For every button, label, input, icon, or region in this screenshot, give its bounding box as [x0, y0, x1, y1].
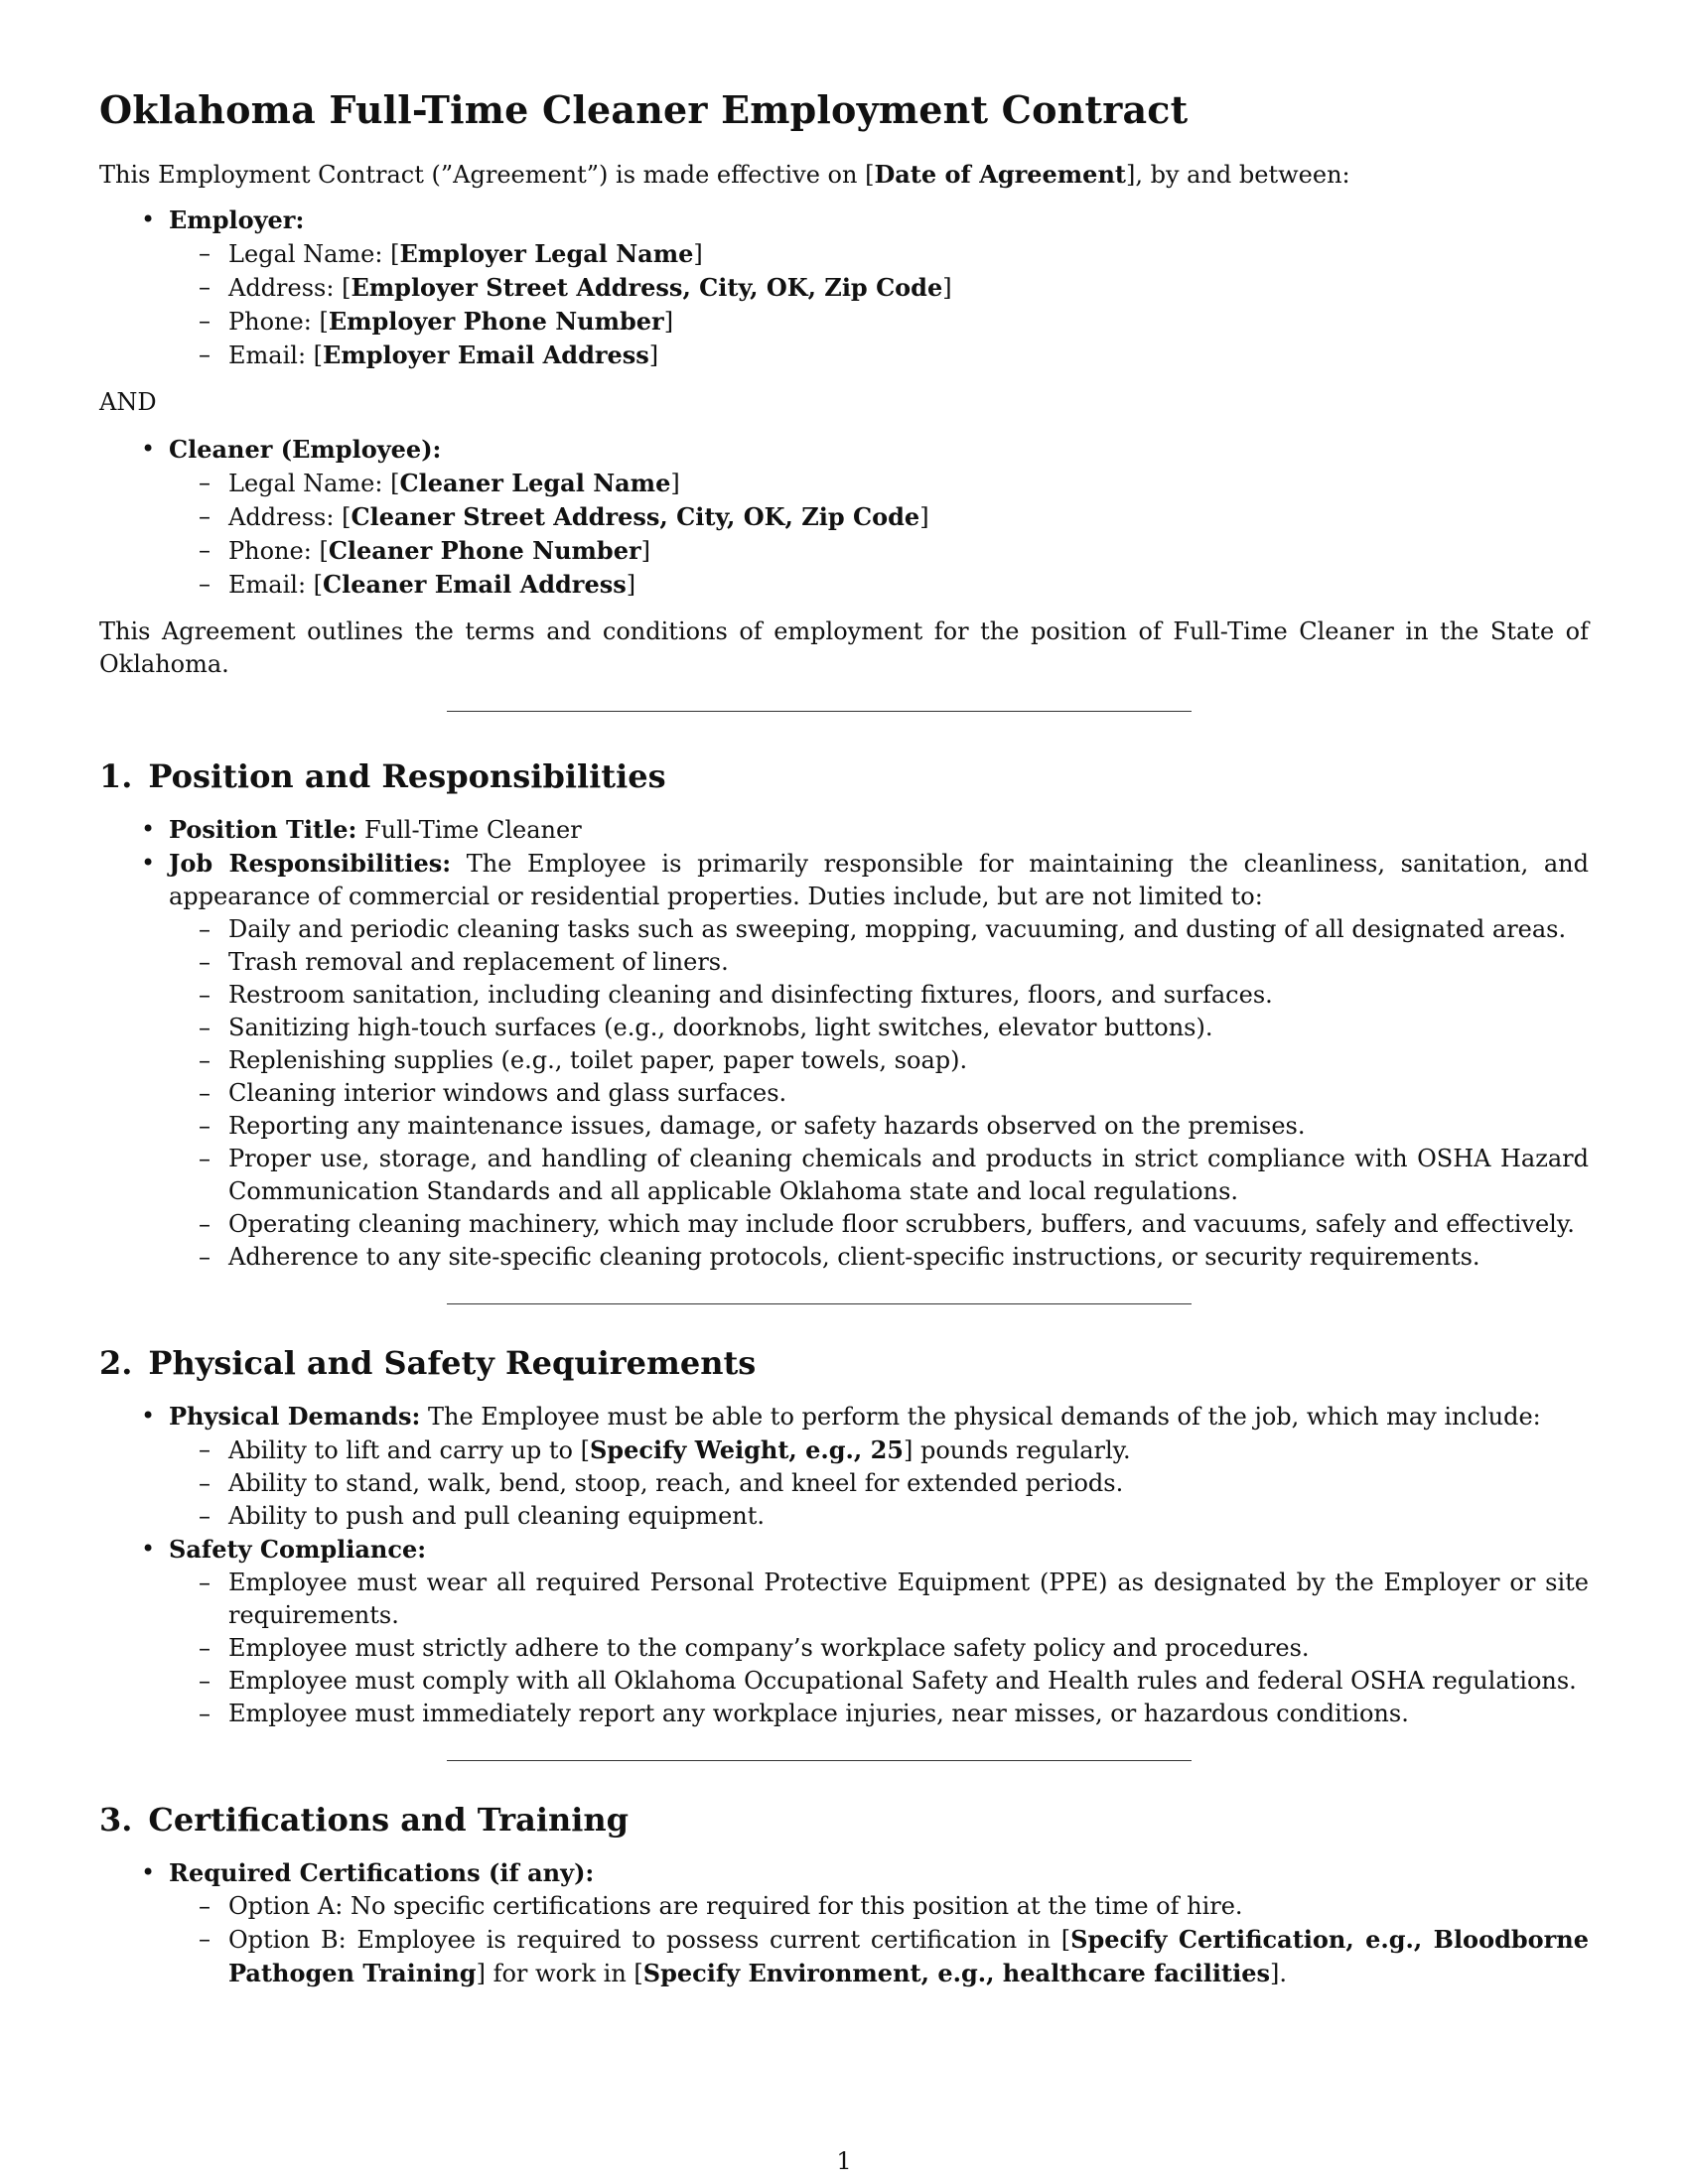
duties-list — [169, 913, 1589, 1274]
field-value: Employer Email Address — [323, 341, 649, 369]
cleaner-item — [169, 433, 1589, 602]
duty-item: – Reporting any maintenance issues, damage, or safety hazards observed on the premises. — [228, 1110, 1589, 1143]
physical-demands-label: Physical Demands: — [169, 1402, 421, 1431]
cleaner-legal-name: – Legal Name: [Cleaner Legal Name] — [228, 467, 1589, 500]
employer-legal-name: – Legal Name: [Employer Legal Name] — [228, 237, 1589, 271]
section-1-heading: 1. Position and Responsibilities — [99, 757, 666, 795]
duty-item: – Cleaning interior windows and glass surfaces. — [228, 1077, 1589, 1110]
cleaner-phone: – Phone: [Cleaner Phone Number] — [228, 534, 1589, 568]
safety-list — [169, 1567, 1589, 1730]
section-divider — [447, 1760, 1192, 1761]
position-title-item — [169, 813, 1589, 847]
demand-item: – Ability to stand, walk, bend, stoop, reach, and kneel for extended periods. — [228, 1467, 1589, 1500]
field-label: Legal Name: — [228, 470, 391, 497]
employer-email: – Email: [Employer Email Address] — [228, 339, 1589, 372]
position-title-label: Position Title: — [169, 815, 357, 844]
lift-prefix: Ability to lift and carry up to [ — [228, 1436, 590, 1464]
duty-item: – Proper use, storage, and handling of cleaning chemicals and products in strict compliance with OSHA Hazard Communication Standards and all applicable Oklahoma state and local regulations. — [228, 1143, 1589, 1208]
duty-item: – Replenishing supplies (e.g., toilet paper, paper towels, soap). — [228, 1044, 1589, 1077]
job-responsibilities-item — [169, 847, 1589, 1274]
weight-placeholder: Specify Weight, e.g., 25 — [589, 1435, 904, 1464]
safety-compliance-label: Safety Compliance: — [169, 1535, 427, 1564]
option-b-mid: ] for work in [ — [476, 1960, 643, 1987]
cleaner-heading: Cleaner (Employee): — [169, 435, 442, 464]
job-responsibilities-label: Job Responsibilities: — [169, 849, 452, 878]
duty-item: – Trash removal and replacement of liners. — [228, 946, 1589, 979]
duty-item: – Operating cleaning machinery, which may include floor scrubbers, buffers, and vacuums, safely and effectively. — [228, 1208, 1589, 1241]
field-label: Email: — [228, 341, 314, 369]
environment-placeholder: Specify Environment, e.g., healthcare facilities — [642, 1959, 1270, 1987]
job-responsibilities-text: The Employee is primarily responsible for maintaining the cleanliness, sanitation, and appearance of commercial or residential properties. Duties include, but are not limited to: — [169, 850, 1589, 910]
field-label: Phone: — [228, 308, 320, 336]
and-separator: AND — [99, 388, 157, 416]
cleaner-list — [99, 433, 1589, 602]
field-value: Cleaner Legal Name — [399, 469, 671, 497]
option-b-prefix: Option B: Employee is required to possess current certification in [ — [228, 1926, 1071, 1954]
physical-demands-text: The Employee must be able to perform the physical demands of the job, which may include: — [420, 1403, 1541, 1431]
safety-compliance-item — [169, 1533, 1589, 1730]
field-label: Address: — [228, 503, 343, 531]
required-certifications-item — [169, 1856, 1589, 1990]
cleaner-fields — [169, 467, 1589, 602]
safety-item: – Employee must immediately report any workplace injuries, near misses, or hazardous conditions. — [228, 1698, 1589, 1730]
section-3-list — [99, 1856, 1589, 1990]
lift-suffix: ] pounds regularly. — [904, 1436, 1131, 1464]
agreement-date-placeholder: Date of Agreement — [874, 160, 1126, 189]
section-2-heading: 2. Physical and Safety Requirements — [99, 1344, 757, 1382]
employer-phone: – Phone: [Employer Phone Number] — [228, 305, 1589, 339]
field-label: Phone: — [228, 537, 320, 565]
option-b — [228, 1923, 1589, 1990]
section-divider — [447, 1303, 1192, 1304]
required-certifications-label: Required Certifications (if any): — [169, 1858, 595, 1887]
intro-suffix: ], by and between: — [1125, 161, 1350, 189]
employer-list — [99, 204, 1589, 372]
field-value: Employer Street Address, City, OK, Zip Code — [351, 273, 943, 302]
field-value: Employer Phone Number — [328, 307, 664, 336]
certification-placeholder: Specify Certification, e.g., Bloodborne Pathogen Training — [228, 1925, 1590, 1987]
field-label: Email: — [228, 571, 314, 599]
section-1-list — [99, 813, 1589, 1274]
duty-item: – Daily and periodic cleaning tasks such as sweeping, mopping, vacuuming, and dusting of all designated areas. — [228, 913, 1589, 946]
section-3-heading: 3. Certifications and Training — [99, 1801, 630, 1839]
employer-item — [169, 204, 1589, 372]
option-a: – Option A: No specific certifications are required for this position at the time of hire. — [228, 1890, 1589, 1923]
duty-item: – Adherence to any site-specific cleaning protocols, client-specific instructions, or security requirements. — [228, 1241, 1589, 1274]
duty-item: – Restroom sanitation, including cleaning and disinfecting fixtures, floors, and surfaces. — [228, 979, 1589, 1012]
intro-paragraph — [99, 158, 1589, 192]
physical-demands-list — [169, 1433, 1589, 1533]
field-value: Employer Legal Name — [399, 239, 694, 268]
physical-demands-item — [169, 1400, 1589, 1533]
field-label: Address: — [228, 274, 343, 302]
demand-item: – Ability to push and pull cleaning equipment. — [228, 1500, 1589, 1533]
safety-item: – Employee must wear all required Personal Protective Equipment (PPE) as designated by the Employer or site requirements. — [228, 1567, 1589, 1632]
employer-heading: Employer: — [169, 205, 305, 234]
position-title-value: Full-Time Cleaner — [356, 816, 582, 844]
safety-item: – Employee must comply with all Oklahoma Occupational Safety and Health rules and federal OSHA regulations. — [228, 1665, 1589, 1698]
cleaner-address: – Address: [Cleaner Street Address, City, OK, Zip Code] — [228, 500, 1589, 534]
duty-item: – Sanitizing high-touch surfaces (e.g., doorknobs, light switches, elevator buttons). — [228, 1012, 1589, 1044]
section-divider — [447, 711, 1192, 712]
option-b-suffix: ]. — [1269, 1960, 1287, 1987]
contract-page — [99, 87, 1589, 1990]
employer-address: – Address: [Employer Street Address, City, OK, Zip Code] — [228, 271, 1589, 305]
cleaner-email: – Email: [Cleaner Email Address] — [228, 568, 1589, 602]
page-number: 1 — [836, 2147, 852, 2175]
employer-fields — [169, 237, 1589, 372]
field-value: Cleaner Phone Number — [328, 536, 641, 565]
demand-item-lift — [228, 1433, 1589, 1467]
field-value: Cleaner Street Address, City, OK, Zip Code — [351, 502, 920, 531]
certification-options — [169, 1890, 1589, 1990]
intro-prefix: This Employment Contract (”Agreement”) is made effective on [ — [99, 161, 875, 189]
document-title: Oklahoma Full-Time Cleaner Employment Contract — [99, 87, 1189, 132]
safety-item: – Employee must strictly adhere to the company’s workplace safety policy and procedures. — [228, 1632, 1589, 1665]
outline-paragraph: This Agreement outlines the terms and conditions of employment for the position of Full-Time Cleaner in the State of Oklahoma. — [99, 617, 1589, 678]
field-value: Cleaner Email Address — [323, 570, 627, 599]
field-label: Legal Name: — [228, 240, 391, 268]
section-2-list — [99, 1400, 1589, 1730]
